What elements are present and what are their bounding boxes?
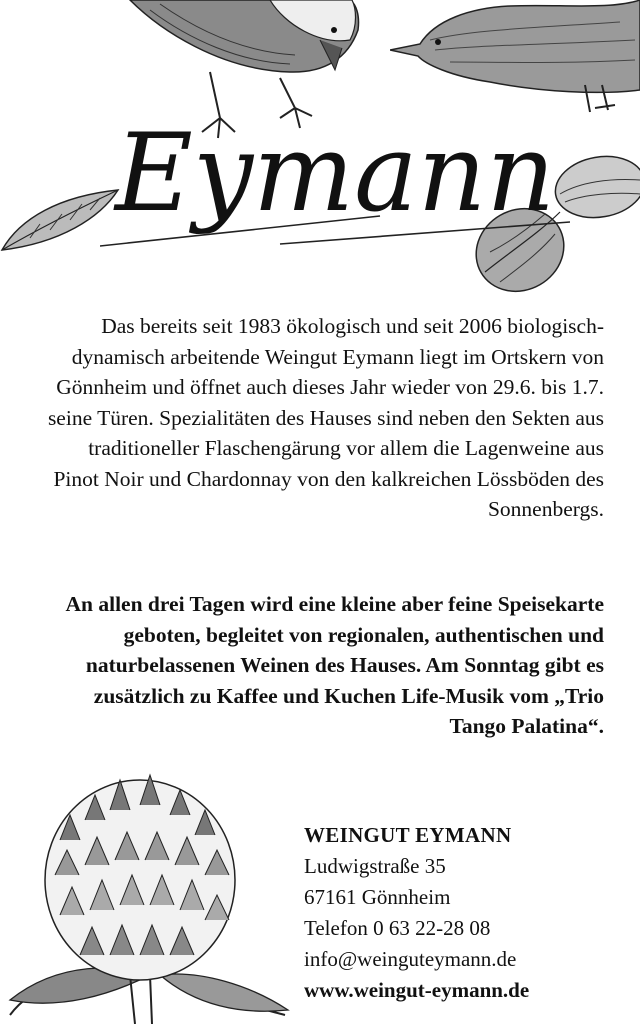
brand-title [100,118,570,258]
bird-right-illustration [390,0,640,120]
contact-city: 67161 Gönnheim [304,885,451,909]
contact-phone[interactable]: Telefon 0 63 22-28 08 [304,916,491,940]
contact-street: Ludwigstraße 35 [304,854,446,878]
brand-title-text: Eymann [113,118,555,236]
contact-block [304,820,634,1006]
event-paragraph: An allen drei Tagen wird eine kleine aber feine Speisekarte geboten, begleitet von regionalen, authentischen und naturbelassenen Weinen des Hauses. Am Sonntag gibt es zusätzlich zu Kaffee und Kuchen Life-Musik vom „Trio Tango Palatina“. [65,592,604,738]
clover-flower-illustration [0,760,290,1024]
contact-email[interactable]: info@weinguteymann.de [304,947,517,971]
intro-paragraph: Das bereits seit 1983 ökologisch und seit 2006 biologisch-dynamisch arbeitende Weingut Eymann liegt im Ortskern von Gönnheim und öffnet auch dieses Jahr wieder von 29.6. bis 1.7. seine Türen. Spezialitäten des Hauses sind neben den Sekten aus traditioneller Flaschengärung vor allem die Lagenweine aus Pinot Noir und Chardonnay von den kalkreichen Lössböden des Sonnenbergs. [47,314,604,521]
contact-website[interactable]: www.weingut-eymann.de [304,978,530,1002]
contact-name: WEINGUT EYMANN [304,823,512,847]
